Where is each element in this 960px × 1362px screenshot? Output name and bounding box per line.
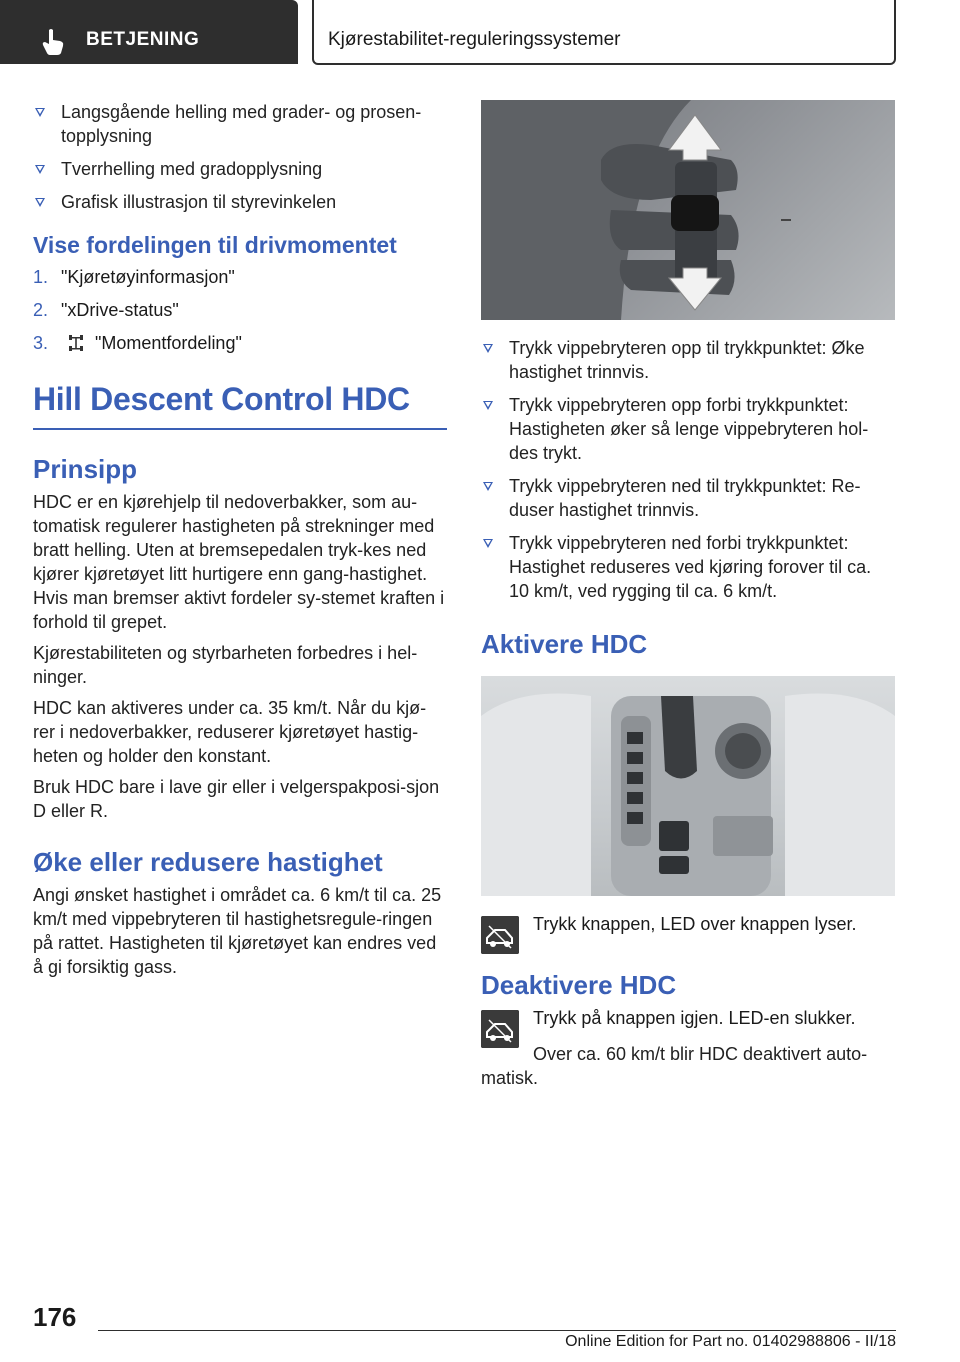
step-item: 2. "xDrive-status"	[33, 300, 179, 320]
paragraph: HDC kan aktiveres under ca. 35 km/t. Når du kjø-rer i nedoverbakker, reduserer kjøretøyet hastig-heten og holder den konstant.	[33, 698, 427, 766]
torque-heading: Vise fordelingen til drivmomentet	[33, 232, 397, 258]
section-label: BETJENING	[86, 29, 200, 50]
hdc-button-icon	[481, 916, 519, 954]
right-column	[481, 100, 895, 1097]
triangle-bullet-icon	[483, 344, 493, 353]
step-item: 1. "Kjøretøyinformasjon"	[33, 267, 235, 287]
pointing-hand-icon	[40, 28, 66, 56]
speed-heading: Øke eller redusere hastighet	[33, 847, 383, 877]
principle-heading: Prinsipp	[33, 454, 138, 484]
paragraph: Kjørestabiliteten og styrbarheten forbedres i hel-ninger.	[33, 643, 418, 687]
drivetrain-icon	[67, 334, 85, 352]
list-item: Trykk vippebryteren ned til trykkpunktet: Re-duser hastighet trinnvis.	[481, 474, 895, 522]
main-heading: Hill Descent Control HDC	[33, 381, 447, 430]
footer-divider	[98, 1330, 896, 1331]
paragraph: HDC er en kjørehjelp til nedoverbakker, som au-tomatisk regulerer hastigheten på strekninger med bratt helling. Uten at bremsepedalen tryk-kes ned kjører kjøretøyet litt hurtigere enn gang-hastighet. Hvis man bremser aktivt fordeler sy-stemet kraften i forhold til grepet.	[33, 492, 445, 632]
page-number: 176	[33, 1302, 77, 1332]
center-console-illustration	[481, 676, 895, 896]
paragraph: Bruk HDC bare i lave gir eller i velgerspakposi-sjon D eller R.	[33, 777, 440, 821]
steering-wheel-illustration	[481, 100, 895, 320]
list-item: Tverrhelling med gradopplysning	[33, 157, 447, 181]
triangle-bullet-icon	[35, 165, 45, 174]
hdc-button-icon	[481, 1010, 519, 1048]
activate-heading: Aktivere HDC	[481, 629, 648, 659]
list-item: Langsgående helling med grader- og prosen-topplysning	[33, 100, 447, 148]
left-column	[33, 100, 447, 986]
activate-instruction: Trykk knappen, LED over knappen lyser.	[481, 912, 895, 952]
deactivate-heading: Deaktivere HDC	[481, 970, 677, 1000]
chapter-title: Kjørestabilitet-reguleringssystemer	[328, 29, 621, 50]
list-item: Grafisk illustrasjon til styrevinkelen	[33, 190, 447, 214]
triangle-bullet-icon	[35, 198, 45, 207]
triangle-bullet-icon	[483, 539, 493, 548]
triangle-bullet-icon	[483, 401, 493, 410]
deactivate-instruction: Trykk på knappen igjen. LED-en slukker.	[481, 1006, 895, 1042]
steering-wheel-rocker-image	[481, 100, 895, 320]
list-item: Trykk vippebryteren opp til trykkpunktet: Øke hastighet trinnvis.	[481, 336, 895, 384]
list-item: Trykk vippebryteren opp forbi trykkpunktet: Hastigheten øker så lenge vippebryteren hol-des trykt.	[481, 393, 895, 465]
center-console-image	[481, 676, 895, 896]
triangle-bullet-icon	[483, 482, 493, 491]
step-item: 3. "Momentfordeling"	[33, 333, 242, 353]
section-tab	[0, 0, 298, 64]
edition-note: Online Edition for Part no. 01402988806 - II/18	[565, 1333, 896, 1350]
chapter-title-box	[312, 0, 896, 65]
triangle-bullet-icon	[35, 108, 45, 117]
page-header	[0, 0, 960, 66]
list-item: Trykk vippebryteren ned forbi trykkpunktet: Hastighet reduseres ved kjøring forover til ca. 10 km/t, ved rygging til ca. 6 km/t.	[481, 531, 895, 603]
paragraph: Angi ønsket hastighet i området ca. 6 km/t til ca. 25 km/t med vippebryteren til hastighetsregule-ringen på rattet. Hastigheten til kjøretøyet kan endres ved å gi forsiktig gass.	[33, 885, 442, 977]
paragraph: Over ca. 60 km/t blir HDC deaktivert auto-matisk.	[481, 1044, 868, 1088]
